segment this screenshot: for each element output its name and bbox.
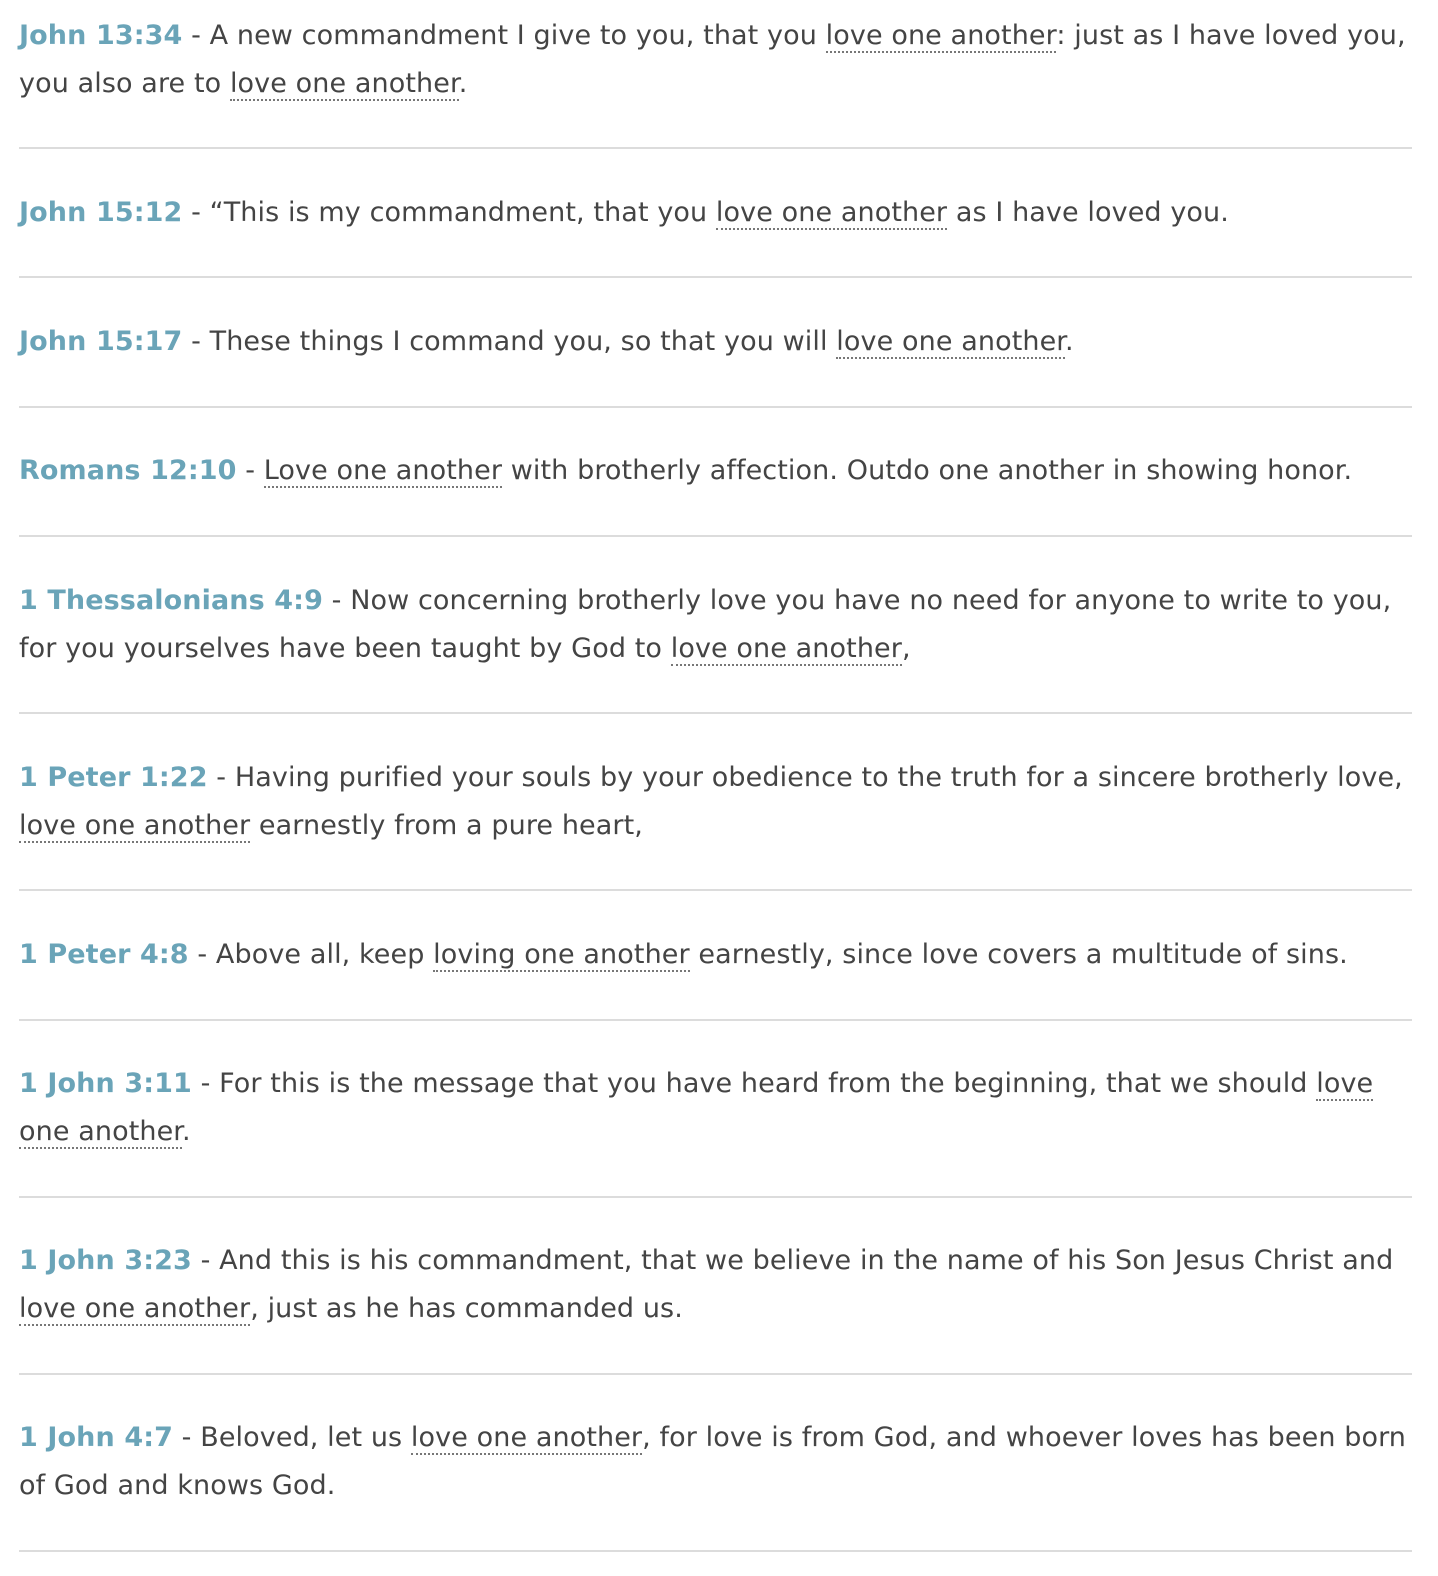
- divider: [19, 1373, 1412, 1375]
- reference-separator: -: [182, 326, 210, 357]
- verse-item-romans-12-10: [19, 447, 1412, 495]
- divider: [19, 1196, 1412, 1198]
- verse-reference-link[interactable]: 1 Peter 1:22: [19, 762, 208, 793]
- verse-item-1-peter-4-8: [19, 931, 1412, 979]
- verse-item-john-13-34: [19, 12, 1412, 108]
- verse-text: These things I command you, so that you will: [209, 326, 837, 357]
- verse-text: For this is the message that you have heard from the beginning, that we should: [219, 1068, 1317, 1099]
- verse-reference-link[interactable]: 1 John 3:11: [19, 1068, 192, 1099]
- verse-text: Above all, keep: [215, 939, 434, 970]
- divider: [19, 406, 1412, 408]
- highlighted-phrase[interactable]: love one another: [19, 1293, 251, 1324]
- verse-text: .: [182, 1116, 191, 1147]
- verse-text: earnestly from a pure heart,: [250, 810, 643, 841]
- verse-text: , for love is from God, and whoever loves has been born of God and knows God.: [19, 1422, 1407, 1501]
- verse-text: Now concerning brotherly love you have no need for anyone to write to you, for you yourselves have been taught by God to: [19, 585, 1392, 664]
- reference-separator: -: [191, 1068, 220, 1099]
- highlighted-phrase[interactable]: love one another: [715, 197, 948, 228]
- verse-text: ,: [901, 633, 911, 664]
- verse-reference-link[interactable]: John 15:17: [19, 326, 183, 357]
- highlighted-phrase[interactable]: loving one another: [433, 939, 690, 970]
- verse-reference-link[interactable]: John 15:12: [19, 197, 183, 228]
- verse-text: Beloved, let us: [200, 1422, 411, 1453]
- reference-separator: -: [182, 197, 210, 228]
- verse-text: “This is my commandment, that you: [209, 197, 716, 228]
- reference-separator: -: [207, 762, 235, 793]
- verse-text: as I have loved you.: [947, 197, 1229, 228]
- verse-item-1-thessalonians-4-9: [19, 577, 1412, 673]
- verse-text: A new commandment I give to you, that you: [209, 20, 826, 51]
- verse-item-john-15-17: [19, 318, 1412, 366]
- verse-text: Having purified your souls by your obedience to the truth for a sincere brotherly love,: [234, 762, 1403, 793]
- reference-separator: -: [173, 1422, 201, 1453]
- verse-item-1-john-3-23: [19, 1237, 1412, 1333]
- verse-reference-link[interactable]: 1 John 3:23: [19, 1245, 192, 1276]
- verse-text: , just as he has commanded us.: [250, 1293, 683, 1324]
- verse-text: earnestly, since love covers a multitude of sins.: [689, 939, 1348, 970]
- highlighted-phrase[interactable]: love one another: [19, 1068, 1374, 1147]
- divider: [19, 535, 1412, 537]
- verse-text: with brotherly affection. Outdo one another in showing honor.: [502, 455, 1353, 486]
- verse-item-1-john-4-7: [19, 1414, 1412, 1510]
- verse-text: : just as I have loved you, you also are to: [19, 20, 1406, 99]
- divider: [19, 1550, 1412, 1552]
- highlighted-phrase[interactable]: love one another: [410, 1422, 643, 1453]
- reference-separator: -: [182, 20, 210, 51]
- verse-text: .: [458, 68, 468, 99]
- verse-item-john-15-12: [19, 189, 1412, 237]
- highlighted-phrase[interactable]: love one another: [229, 68, 459, 99]
- verse-reference-link[interactable]: 1 Peter 4:8: [19, 939, 189, 970]
- highlighted-phrase[interactable]: Love one another: [263, 455, 503, 486]
- divider: [19, 889, 1412, 891]
- verse-reference-link[interactable]: 1 John 4:7: [19, 1422, 173, 1453]
- highlighted-phrase[interactable]: love one another: [825, 20, 1057, 51]
- highlighted-phrase[interactable]: love one another: [670, 633, 902, 664]
- reference-separator: -: [236, 455, 264, 486]
- divider: [19, 276, 1412, 278]
- verse-item-1-peter-1-22: [19, 754, 1412, 850]
- divider: [19, 147, 1412, 149]
- verse-text: .: [1065, 326, 1074, 357]
- verse-item-1-john-3-11: [19, 1060, 1412, 1156]
- reference-separator: -: [322, 585, 351, 616]
- verse-text: And this is his commandment, that we believe in the name of his Son Jesus Christ and: [219, 1245, 1394, 1276]
- divider: [19, 712, 1412, 714]
- reference-separator: -: [191, 1245, 220, 1276]
- verse-reference-link[interactable]: John 13:34: [19, 20, 183, 51]
- divider: [19, 1019, 1412, 1021]
- highlighted-phrase[interactable]: love one another: [19, 810, 251, 841]
- reference-separator: -: [188, 939, 216, 970]
- highlighted-phrase[interactable]: love one another: [836, 326, 1066, 357]
- verse-reference-link[interactable]: Romans 12:10: [19, 455, 237, 486]
- verse-reference-link[interactable]: 1 Thessalonians 4:9: [19, 585, 323, 616]
